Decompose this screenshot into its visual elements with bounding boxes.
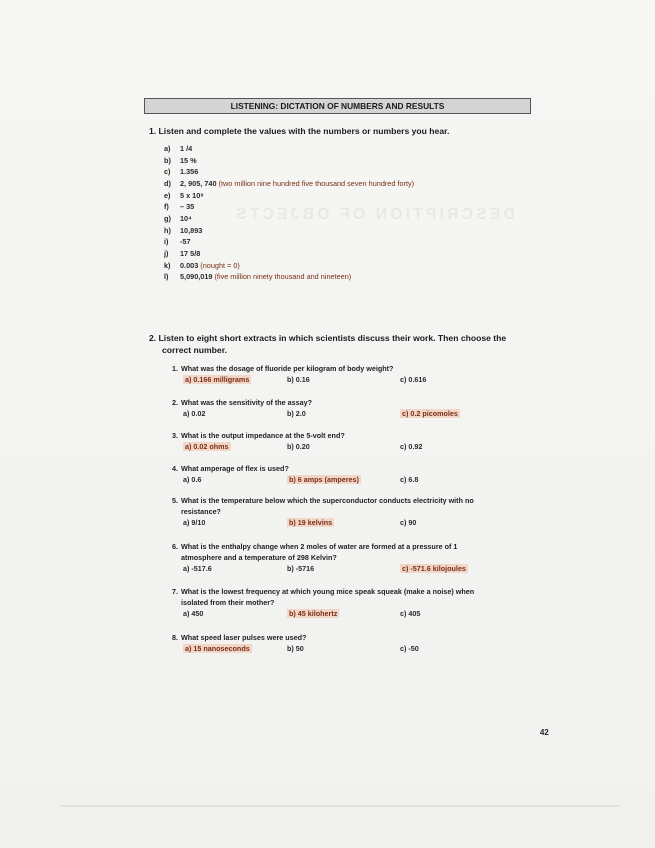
answer-option bbox=[400, 442, 422, 451]
option-text: a) 450 bbox=[183, 608, 204, 618]
section2-heading-line1: 2. Listen to eight short extracts in which scientists discuss their work. Then choose the bbox=[149, 333, 507, 343]
option-text: b) 0.16 bbox=[287, 375, 310, 384]
question-text: What amperage of flex is used? bbox=[181, 464, 289, 473]
option-text: c) 0.92 bbox=[400, 442, 423, 451]
option-text: b) -5716 bbox=[287, 563, 315, 573]
correct-answer-highlight: a) 15 nanoseconds bbox=[185, 644, 250, 653]
section1-heading: 1. Listen and complete the values with the numbers or numbers you hear. bbox=[149, 126, 450, 136]
answer-option bbox=[400, 609, 420, 618]
answer-option bbox=[287, 442, 310, 451]
question-text: What was the sensitivity of the assay? bbox=[181, 398, 313, 407]
question-text: What speed laser pulses were used? bbox=[181, 633, 307, 642]
answer-option bbox=[183, 442, 231, 451]
answer-option bbox=[287, 609, 339, 618]
item-value: 5,090,019 bbox=[180, 272, 213, 282]
item-label: a) bbox=[164, 144, 171, 153]
item-value: 17 5/8 bbox=[180, 248, 201, 258]
option-text: b) 50 bbox=[287, 644, 304, 653]
item-note: (nought = 0) bbox=[198, 260, 240, 270]
option-text: c) 405 bbox=[400, 608, 421, 618]
question-text: What is the enthalpy change when 2 moles of water are formed at a pressure of 1 bbox=[181, 542, 458, 551]
question-text: atmosphere and a temperature of 298 Kelvin? bbox=[181, 552, 337, 562]
question-text: What is the lowest frequency at which young mice speak squeak (make a noise) when bbox=[181, 587, 475, 596]
item-value: 10,893 bbox=[180, 225, 203, 235]
answer-option bbox=[400, 564, 468, 573]
item-label: d) bbox=[164, 178, 171, 188]
question-number: 1. bbox=[172, 364, 178, 373]
item-label: l) bbox=[164, 272, 169, 282]
answer-option bbox=[287, 564, 314, 573]
correct-answer-highlight: b) 6 amps (amperes) bbox=[289, 475, 359, 484]
correct-answer-highlight: c) 0.2 picomoles bbox=[402, 409, 458, 418]
section1-item bbox=[164, 237, 191, 246]
answer-option bbox=[287, 409, 306, 418]
correct-answer-highlight: b) 45 kilohertz bbox=[289, 608, 338, 618]
section1-item bbox=[164, 202, 194, 211]
answer-option bbox=[400, 644, 419, 653]
item-note: (five million ninety thousand and nineteen) bbox=[212, 272, 352, 282]
section1-item bbox=[164, 272, 351, 281]
item-value: 15 % bbox=[180, 155, 197, 165]
option-text: a) 0.6 bbox=[183, 475, 202, 484]
page-title: LISTENING: DICTATION OF NUMBERS AND RESULTS bbox=[144, 98, 531, 114]
bleed-through-text: DESCRIPTION OF OBJECTS bbox=[232, 206, 515, 223]
question-number: 5. bbox=[172, 496, 178, 505]
item-value: 0.003 bbox=[180, 260, 199, 270]
item-label: f) bbox=[164, 202, 169, 212]
question-number: 8. bbox=[172, 633, 178, 642]
item-label: j) bbox=[164, 248, 169, 258]
question-text: What is the temperature below which the superconductor conducts electricity with no bbox=[181, 496, 474, 505]
section1-item bbox=[164, 167, 198, 176]
question-number: 7. bbox=[172, 587, 178, 596]
question-number: 3. bbox=[172, 431, 178, 440]
answer-option bbox=[287, 644, 304, 653]
option-text: c) 90 bbox=[400, 517, 417, 527]
question-text: What is the output impedance at the 5-volt end? bbox=[181, 431, 345, 440]
option-text: a) 9/10 bbox=[183, 517, 206, 527]
option-text: c) -50 bbox=[400, 644, 419, 653]
item-label: e) bbox=[164, 190, 171, 200]
item-label: c) bbox=[164, 167, 171, 177]
section1-item bbox=[164, 144, 192, 153]
section1-item bbox=[164, 214, 192, 223]
correct-answer-highlight: b) 19 kelvins bbox=[289, 517, 333, 527]
answer-option bbox=[400, 518, 416, 527]
section2-heading-line2: correct number. bbox=[162, 345, 227, 355]
correct-answer-highlight: c) -571.6 kilojoules bbox=[402, 563, 466, 573]
item-label: i) bbox=[164, 237, 169, 247]
item-value: 1.356 bbox=[180, 167, 199, 177]
option-text: a) -517.6 bbox=[183, 563, 212, 573]
answer-option bbox=[287, 475, 361, 484]
question-number: 4. bbox=[172, 464, 178, 473]
answer-option bbox=[183, 644, 252, 653]
item-label: h) bbox=[164, 225, 171, 235]
answer-option bbox=[183, 475, 201, 484]
question-text: isolated from their mother? bbox=[181, 597, 275, 607]
answer-option bbox=[400, 475, 418, 484]
answer-option bbox=[287, 375, 310, 384]
section1-item bbox=[164, 249, 200, 258]
item-value: 1 /4 bbox=[180, 144, 193, 153]
answer-option bbox=[183, 375, 251, 384]
item-value: -57 bbox=[180, 237, 191, 247]
answer-option bbox=[183, 609, 203, 618]
answer-option bbox=[287, 518, 334, 527]
item-value: 10⁴ bbox=[180, 213, 192, 223]
option-text: b) 2.0 bbox=[287, 409, 306, 418]
section1-item bbox=[164, 261, 240, 270]
section1-item bbox=[164, 179, 414, 188]
page-number: 42 bbox=[540, 728, 549, 737]
section1-item bbox=[164, 191, 204, 200]
answer-option bbox=[183, 409, 205, 418]
question-number: 6. bbox=[172, 542, 178, 551]
section1-item bbox=[164, 156, 197, 165]
option-text: b) 0.20 bbox=[287, 442, 310, 451]
question-text: resistance? bbox=[181, 506, 221, 516]
answer-option bbox=[183, 518, 205, 527]
question-text: What was the dosage of fluoride per kilogram of body weight? bbox=[181, 364, 394, 373]
option-text: c) 6.8 bbox=[400, 475, 419, 484]
correct-answer-highlight: a) 0.02 ohms bbox=[185, 442, 229, 451]
item-value: – 35 bbox=[180, 202, 195, 212]
correct-answer-highlight: a) 0.166 milligrams bbox=[185, 375, 250, 384]
item-note: (two million nine hundred five thousand seven hundred forty) bbox=[216, 178, 415, 188]
item-value: 2, 905, 740 bbox=[180, 178, 217, 188]
item-label: g) bbox=[164, 213, 171, 223]
answer-option bbox=[400, 409, 460, 418]
item-label: b) bbox=[164, 155, 171, 165]
item-value: 5 x 10⁹ bbox=[180, 190, 204, 200]
answer-option bbox=[183, 564, 212, 573]
scan-edge-line bbox=[60, 805, 620, 807]
option-text: c) 0.616 bbox=[400, 375, 427, 384]
answer-option bbox=[400, 375, 426, 384]
section1-item bbox=[164, 226, 202, 235]
question-number: 2. bbox=[172, 398, 178, 407]
option-text: a) 0.02 bbox=[183, 409, 206, 418]
item-label: k) bbox=[164, 260, 171, 270]
